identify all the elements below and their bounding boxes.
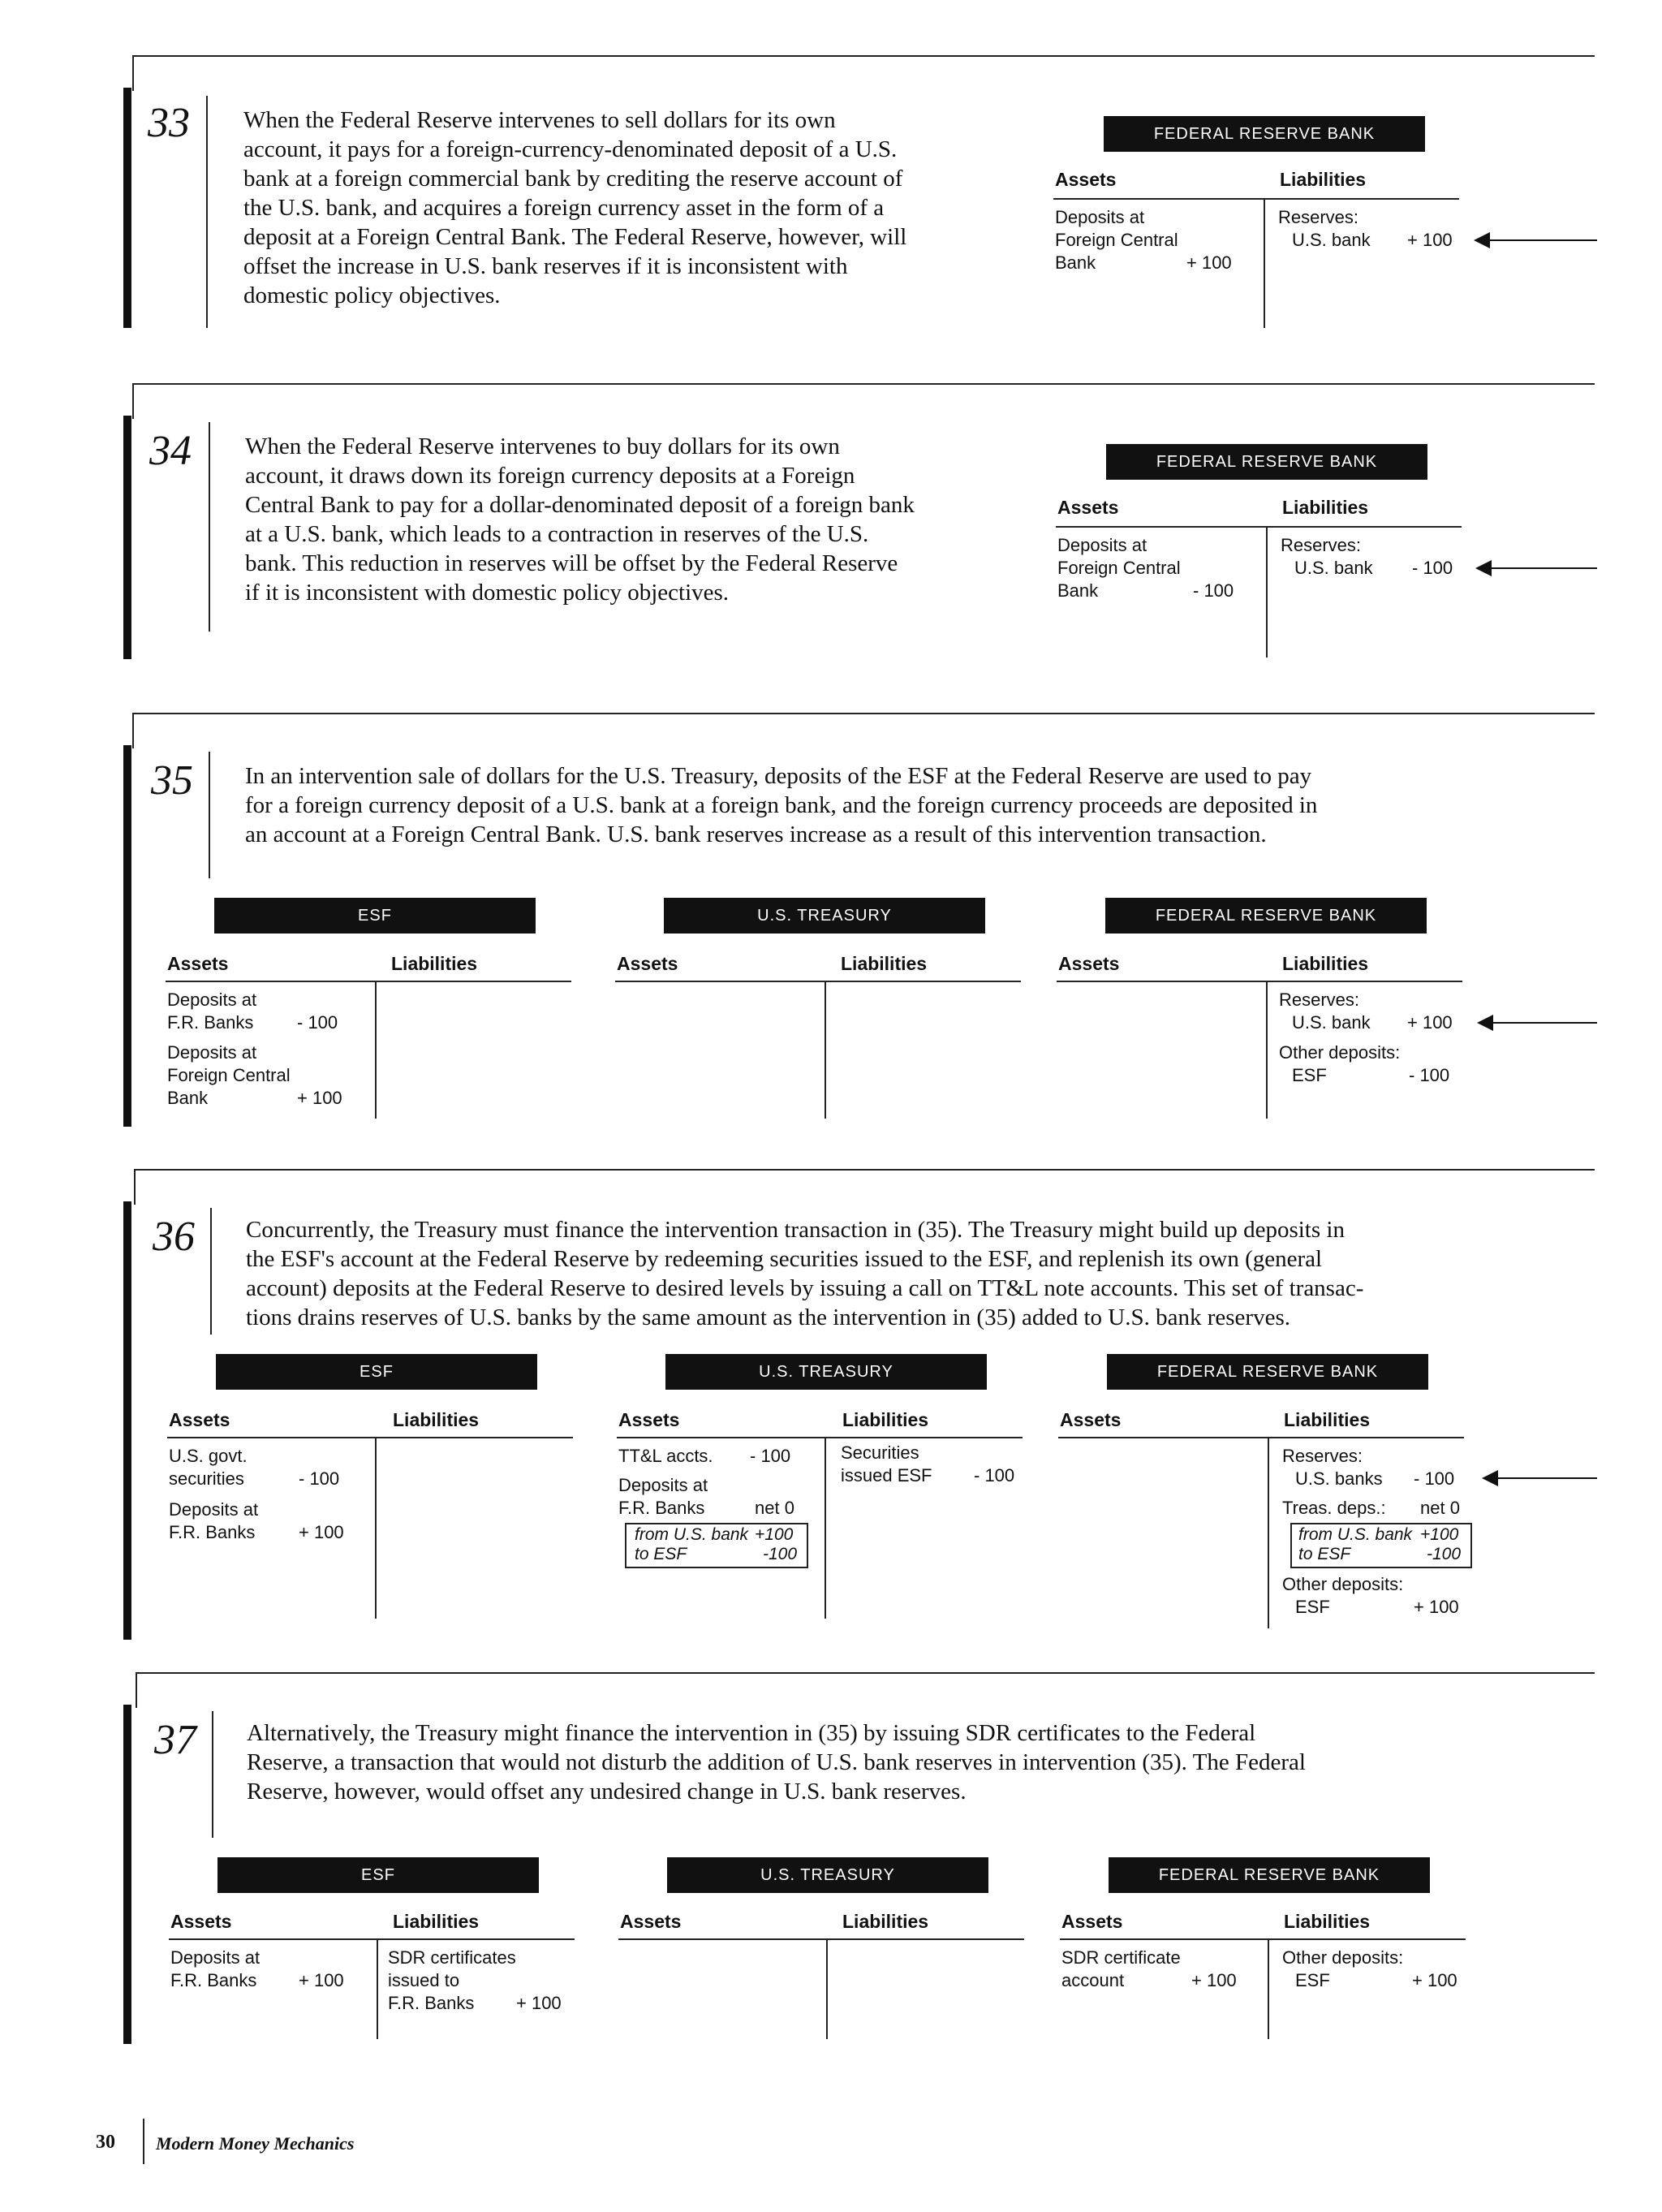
section-text: Alternatively, the Treasury might finance the intervention in (35) by issuing SDR certificates to the Federal Reserve, a transaction that would not disturb the addition of U.S. bank reserves in intervention (35). The Federal Reserve, however, would offset any undesired change in U.S. bank reserves. [247, 1720, 1306, 1805]
section-number: 36 [153, 1214, 195, 1260]
frb-header: FEDERAL RESERVE BANK [1104, 116, 1425, 152]
liability-line: issued to [388, 1970, 460, 1990]
t-account-stem [375, 1437, 377, 1619]
section-corner [132, 383, 134, 419]
assets-label: Assets [1060, 1409, 1122, 1430]
t-account-top [166, 981, 571, 982]
assets-label: Assets [620, 1911, 682, 1932]
asset-line: securities [169, 1468, 244, 1489]
asset-line: Deposits at [618, 1475, 708, 1495]
frb-header: FEDERAL RESERVE BANK [1109, 1857, 1430, 1893]
t-account-top [617, 1437, 1023, 1438]
number-rule [209, 752, 210, 878]
t-account-stem [826, 1938, 828, 2039]
asset-value: + 100 [299, 1522, 344, 1542]
section-corner [132, 55, 134, 91]
asset-value: net 0 [755, 1498, 794, 1518]
number-rule [206, 96, 208, 328]
liability-value: + 100 [1407, 230, 1453, 250]
t-account-top [1057, 981, 1462, 982]
section-number: 35 [151, 757, 193, 804]
t-account-top [167, 1437, 573, 1438]
liability-line: Reserves: [1279, 990, 1360, 1010]
liability-line: U.S. banks [1295, 1468, 1383, 1489]
asset-value: + 100 [297, 1088, 342, 1108]
liabilities-label: Liabilities [842, 1409, 929, 1430]
assets-label: Assets [1057, 497, 1119, 518]
footer-rule [143, 2119, 144, 2164]
section-number: 34 [149, 428, 192, 474]
asset-line: Foreign Central [1055, 230, 1178, 250]
liabilities-label: Liabilities [1284, 1911, 1371, 1932]
section-bar [123, 1705, 131, 2044]
liability-value: - 100 [1414, 1468, 1455, 1489]
liabilities-label: Liabilities [393, 1911, 480, 1932]
liability-value: net 0 [1420, 1498, 1460, 1518]
section-divider [134, 1169, 1595, 1171]
treasury-header: U.S. TREASURY [664, 898, 985, 934]
liability-line: issued ESF [841, 1465, 932, 1485]
liability-line: ESF [1295, 1597, 1330, 1617]
section-corner [132, 713, 134, 748]
asset-value: - 100 [750, 1446, 791, 1466]
bracket-value: +100 [1420, 1525, 1459, 1544]
liability-line: U.S. bank [1294, 558, 1373, 578]
asset-line: F.R. Banks [167, 1012, 254, 1033]
asset-line: U.S. govt. [169, 1446, 248, 1466]
t-account-stem [825, 981, 826, 1119]
asset-value: - 100 [1193, 580, 1234, 601]
liability-value: + 100 [1407, 1012, 1453, 1033]
liability-value: - 100 [974, 1465, 1015, 1485]
section-text: Concurrently, the Treasury must finance the intervention transaction in (35). The Treasury might build up deposits in the ESF's account at the Federal Reserve by redeeming securities issued to the ESF, and replenish its own (general account) deposits at the Federal Reserve to desired levels by issuing a call on TT&L note accounts. This set of transac- tions drains reserves of U.S. banks by the same amount as the intervention in (35) added to U.S. bank reserves. [246, 1217, 1364, 1330]
assets-label: Assets [618, 1409, 680, 1430]
asset-line: Bank [1057, 580, 1099, 601]
liability-line: U.S. bank [1292, 1012, 1371, 1033]
frb-header: FEDERAL RESERVE BANK [1105, 898, 1427, 934]
page-number: 30 [96, 2132, 115, 2153]
esf-header: ESF [214, 898, 536, 934]
assets-label: Assets [170, 1911, 232, 1932]
bracket-line: to ESF [635, 1545, 687, 1563]
t-account-stem [825, 1437, 826, 1619]
liabilities-label: Liabilities [842, 1911, 929, 1932]
liabilities-label: Liabilities [393, 1409, 480, 1430]
asset-line: Deposits at [169, 1499, 259, 1520]
assets-label: Assets [617, 953, 678, 974]
esf-header: ESF [217, 1857, 539, 1893]
t-account-stem [1264, 198, 1265, 328]
liability-line: Securities [841, 1442, 919, 1463]
liability-line: Reserves: [1282, 1446, 1363, 1466]
t-account-stem [1266, 981, 1268, 1119]
t-account-top [1053, 198, 1459, 200]
esf-header: ESF [216, 1354, 537, 1390]
publication-title: Modern Money Mechanics [156, 2133, 355, 2154]
section-text: In an intervention sale of dollars for the U.S. Treasury, deposits of the ESF at the Federal Reserve are used to pay for a foreign currency deposit of a U.S. bank at a foreign bank, and the foreign currency proceeds are deposited in an account at a Foreign Central Bank. U.S. bank reserves increase as a result of this intervention transaction. [245, 763, 1318, 847]
arrow-left-icon [1479, 1022, 1597, 1024]
arrow-left-icon [1477, 567, 1597, 569]
t-account-stem [1268, 1437, 1269, 1628]
asset-line: account [1061, 1970, 1125, 1990]
t-account-top [1058, 1437, 1464, 1438]
asset-line: Bank [167, 1088, 209, 1108]
section-corner [134, 1169, 136, 1205]
bracket-value: -100 [1427, 1545, 1462, 1563]
bracket-value: +100 [755, 1525, 794, 1544]
section-divider [136, 1672, 1595, 1674]
section-number: 33 [148, 100, 190, 146]
assets-label: Assets [1058, 953, 1120, 974]
asset-value: + 100 [1191, 1970, 1237, 1990]
section-bar [123, 745, 131, 1127]
liabilities-label: Liabilities [1282, 953, 1369, 974]
section-divider [132, 713, 1595, 714]
asset-line: Deposits at [167, 990, 257, 1010]
section-divider [132, 383, 1595, 385]
asset-line: Foreign Central [1057, 558, 1181, 578]
liabilities-label: Liabilities [841, 953, 928, 974]
section-text: When the Federal Reserve intervenes to buy dollars for its own account, it draws down its foreign currency deposits at a Foreign Central Bank to pay for a dollar-denominated deposit of a foreign bank at a U.S. bank, which leads to a contraction in reserves of the U.S. bank. This reduction in reserves will be offset by the Federal Reserve if it is inconsistent with domestic policy objectives. [245, 433, 915, 606]
liabilities-label: Liabilities [1280, 169, 1367, 190]
asset-line: Foreign Central [167, 1065, 291, 1085]
asset-value: - 100 [299, 1468, 340, 1489]
t-account-stem [1268, 1938, 1269, 2039]
asset-value: + 100 [299, 1970, 344, 1990]
t-account-stem [375, 981, 377, 1119]
section-corner [136, 1672, 137, 1708]
bracket-line: from U.S. bank [635, 1525, 749, 1544]
frb-header: FEDERAL RESERVE BANK [1106, 444, 1427, 480]
assets-label: Assets [169, 1409, 230, 1430]
liability-line: SDR certificates [388, 1947, 516, 1968]
bracket-line: from U.S. bank [1298, 1525, 1413, 1544]
liability-value: - 100 [1409, 1065, 1450, 1085]
section-number: 37 [154, 1717, 196, 1763]
t-account-top [618, 1938, 1024, 1940]
asset-line: F.R. Banks [170, 1970, 257, 1990]
liability-line: ESF [1295, 1970, 1330, 1990]
asset-line: Bank [1055, 252, 1096, 273]
section-bar [123, 1201, 131, 1640]
number-rule [212, 1711, 213, 1838]
treasury-header: U.S. TREASURY [667, 1857, 988, 1893]
asset-line: F.R. Banks [618, 1498, 705, 1518]
t-account-top [1056, 526, 1462, 528]
t-account-top [1060, 1938, 1466, 1940]
liability-line: Other deposits: [1279, 1042, 1401, 1063]
t-account-top [169, 1938, 575, 1940]
section-divider [132, 55, 1595, 57]
assets-label: Assets [1061, 1911, 1123, 1932]
section-text: When the Federal Reserve intervenes to sell dollars for its own account, it pays for a foreign-currency-denominated deposit of a U.S. bank at a foreign commercial bank by crediting the reserve account of the U.S. bank, and acquires a foreign currency asset in the form of a deposit at a Foreign Central Bank. The Federal Reserve, however, will offset the increase in U.S. bank reserves if it is inconsistent with domestic policy objectives. [243, 107, 907, 308]
bracket-value: -100 [763, 1545, 798, 1563]
bracket-line: to ESF [1298, 1545, 1351, 1563]
liability-line: Treas. deps.: [1282, 1498, 1386, 1518]
liability-line: Reserves: [1278, 207, 1359, 227]
liability-line: F.R. Banks [388, 1993, 475, 2013]
asset-line: Deposits at [1057, 535, 1147, 555]
liabilities-label: Liabilities [1282, 497, 1369, 518]
asset-line: TT&L accts. [618, 1446, 713, 1466]
liabilities-label: Liabilities [391, 953, 478, 974]
number-rule [209, 422, 210, 632]
liability-value: - 100 [1412, 558, 1453, 578]
liability-line: ESF [1292, 1065, 1327, 1085]
section-bar [123, 416, 131, 659]
liability-line: Other deposits: [1282, 1574, 1404, 1594]
arrow-left-icon [1483, 1477, 1597, 1479]
liability-value: + 100 [1414, 1597, 1459, 1617]
t-account-stem [377, 1938, 378, 2039]
liability-line: U.S. bank [1292, 230, 1371, 250]
assets-label: Assets [167, 953, 229, 974]
assets-label: Assets [1055, 169, 1117, 190]
liability-value: + 100 [516, 1993, 562, 2013]
frb-header: FEDERAL RESERVE BANK [1107, 1354, 1428, 1390]
asset-line: Deposits at [1055, 207, 1145, 227]
arrow-left-icon [1475, 239, 1597, 241]
liability-line: Other deposits: [1282, 1947, 1404, 1968]
t-account-stem [1266, 526, 1268, 658]
asset-line: Deposits at [167, 1042, 257, 1063]
liability-value: + 100 [1412, 1970, 1457, 1990]
asset-value: - 100 [297, 1012, 338, 1033]
asset-line: SDR certificate [1061, 1947, 1181, 1968]
asset-line: Deposits at [170, 1947, 260, 1968]
liabilities-label: Liabilities [1284, 1409, 1371, 1430]
t-account-top [615, 981, 1021, 982]
number-rule [210, 1208, 212, 1335]
liability-line: Reserves: [1281, 535, 1362, 555]
section-bar [123, 88, 131, 328]
asset-value: + 100 [1186, 252, 1232, 273]
asset-line: F.R. Banks [169, 1522, 256, 1542]
treasury-header: U.S. TREASURY [665, 1354, 987, 1390]
